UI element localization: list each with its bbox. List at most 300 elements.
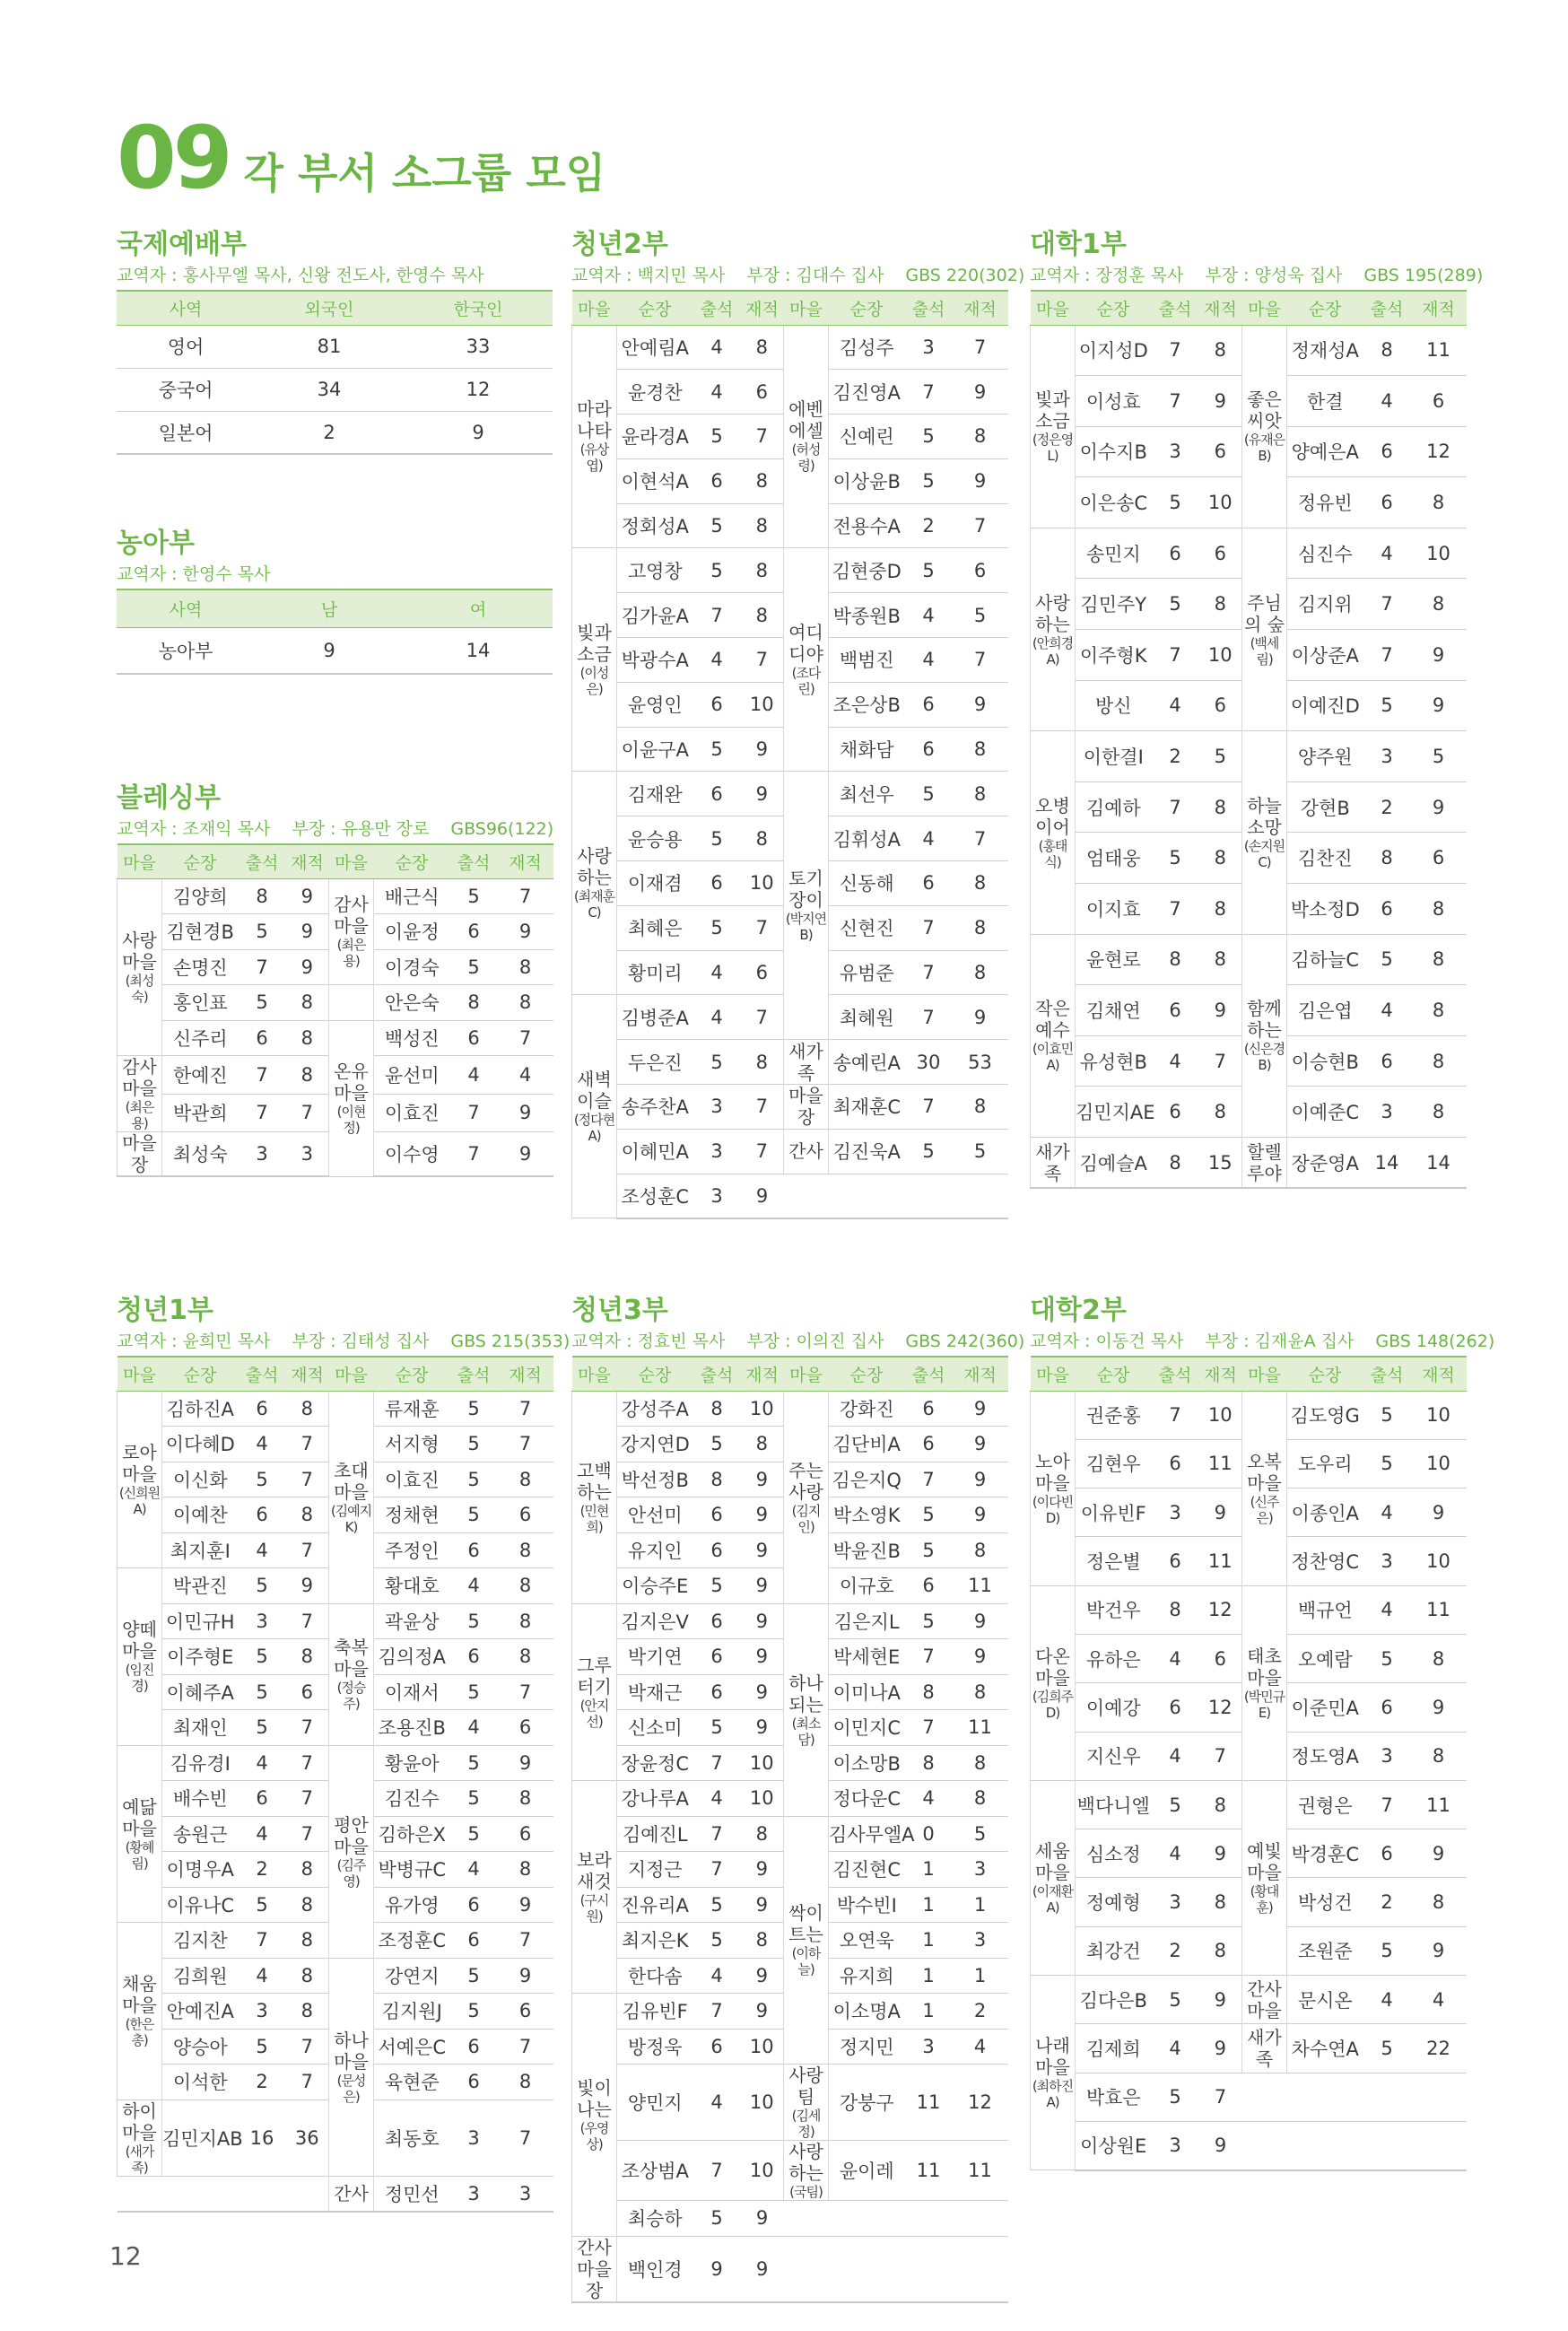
enrolled-cell: 8	[953, 1781, 1008, 1817]
empty-cell	[239, 2176, 286, 2212]
enrolled-cell: 8	[1199, 934, 1242, 985]
table-row	[1031, 2073, 1467, 2121]
attend-cell: 4	[693, 370, 741, 415]
enrolled-cell: 9	[741, 2236, 784, 2302]
leader-cell: 고영창	[617, 548, 693, 593]
attend-cell: 8	[239, 878, 286, 914]
farm-section	[117, 528, 553, 675]
leader-cell: 정채현	[374, 1497, 450, 1533]
table-row	[572, 2141, 1008, 2201]
village-name: 여디 디야	[788, 622, 823, 666]
table-row	[572, 2065, 1008, 2141]
leader-cell: 송예린A	[829, 1040, 905, 1085]
leader-cell: 지신우	[1076, 1732, 1152, 1780]
village-name: 노아 마을	[1035, 1450, 1070, 1494]
attend-cell: 5	[450, 1816, 498, 1852]
leader-cell: 김유경I	[162, 1745, 239, 1781]
leader-cell: 양예은A	[1287, 426, 1363, 477]
village-cell	[784, 325, 829, 548]
attend-cell: 4	[693, 325, 741, 370]
village-name: 보라 새것	[577, 1849, 612, 1892]
enrolled-cell: 8	[1199, 1087, 1242, 1138]
enrolled-cell: 10	[1199, 630, 1242, 681]
attend-cell: 5	[1363, 1391, 1411, 1439]
village-leader-note: (민현희)	[579, 1502, 609, 1535]
attend-cell: 6	[450, 1532, 498, 1568]
blessing-table	[117, 843, 553, 1177]
table-cell: 14	[404, 627, 553, 674]
enrolled-cell: 6	[498, 1816, 553, 1852]
village-leader-note: (우영상)	[579, 2119, 609, 2152]
enrolled-cell: 10	[741, 682, 784, 727]
col-village: 마을	[572, 1357, 617, 1391]
empty-cell	[829, 1174, 905, 1218]
village-name: 새가족	[1035, 1140, 1070, 1184]
attend-cell: 5	[693, 1710, 741, 1746]
enrolled-cell: 7	[498, 1923, 553, 1959]
leader-cell: 서예은C	[374, 2029, 450, 2065]
attend-cell: 1	[905, 1887, 953, 1923]
attend-cell: 3	[1363, 1087, 1411, 1138]
leader-cell: 양승아	[162, 2029, 239, 2065]
village-name: 마을장	[788, 1085, 823, 1129]
attend-cell: 6	[1363, 1829, 1411, 1878]
attend-cell: 5	[693, 503, 741, 548]
col-village: 마을	[1242, 291, 1287, 325]
college1-gbs: GBS 195(289)	[1363, 266, 1484, 285]
enrolled-cell: 6	[1199, 680, 1242, 731]
enrolled-cell: 8	[498, 1603, 553, 1639]
col-attend: 출석	[1152, 291, 1199, 325]
farm-table	[117, 589, 553, 675]
enrolled-cell: 7	[286, 1603, 329, 1639]
leader-cell: 정도영A	[1287, 1732, 1363, 1780]
col-village: 마을	[329, 844, 374, 878]
enrolled-cell: 9	[741, 1462, 784, 1497]
attend-cell: 5	[239, 1674, 286, 1710]
village-cell	[572, 995, 617, 1218]
enrolled-cell: 9	[741, 2201, 784, 2237]
enrolled-cell: 6	[498, 1710, 553, 1746]
attend-cell: 5	[905, 772, 953, 816]
leader-cell: 최지훈I	[162, 1532, 239, 1568]
attend-cell: 6	[239, 1497, 286, 1533]
attend-cell: 5	[450, 1745, 498, 1781]
enrolled-cell: 8	[953, 1674, 1008, 1710]
village-name: 양떼 마을	[122, 1619, 157, 1663]
enrolled-cell: 6	[741, 950, 784, 995]
attend-cell: 6	[693, 772, 741, 816]
enrolled-cell: 1	[953, 1887, 1008, 1923]
attend-cell: 8	[905, 1674, 953, 1710]
farm-col-ministry: 사역	[117, 589, 255, 627]
col-village: 마을	[784, 1357, 829, 1391]
enrolled-cell: 7	[498, 878, 553, 914]
enrolled-cell: 8	[286, 1056, 329, 1095]
enrolled-cell: 7	[498, 1020, 553, 1056]
table-cell: 일본어	[117, 411, 255, 454]
youth3-gbs: GBS 242(360)	[905, 1331, 1025, 1351]
village-cell	[784, 2065, 829, 2141]
leader-cell: 송원근	[162, 1816, 239, 1852]
leader-cell: 김하진A	[162, 1391, 239, 1427]
village-leader-note: (박지연B)	[785, 911, 827, 944]
enrolled-cell: 9	[1411, 781, 1467, 833]
college1-table	[1030, 290, 1467, 1189]
table-row	[1031, 325, 1467, 376]
village-leader-note: (김희주D)	[1032, 1688, 1074, 1721]
attend-cell: 8	[450, 985, 498, 1021]
village-leader-note: (최재훈C)	[573, 888, 615, 921]
enrolled-cell: 9	[1199, 376, 1242, 427]
leader-cell: 박윤진B	[829, 1532, 905, 1568]
attend-cell: 2	[1152, 1926, 1199, 1975]
village-name: 사랑팀	[788, 2065, 823, 2108]
village-leader-note: (국팀)	[789, 2184, 823, 2200]
col-enrolled: 재적	[1199, 1357, 1242, 1391]
col-attend: 출석	[450, 844, 498, 878]
attend-cell: 8	[693, 1391, 741, 1427]
empty-cell	[162, 2176, 239, 2212]
enrolled-cell: 8	[953, 861, 1008, 906]
enrolled-cell: 9	[953, 1639, 1008, 1675]
village-cell	[572, 1603, 617, 1781]
enrolled-cell: 8	[741, 1923, 784, 1959]
village-leader-note: (신희원A)	[118, 1484, 161, 1517]
leader-cell: 송민지	[1076, 528, 1152, 579]
table-row	[1031, 528, 1467, 579]
leader-cell: 최선우	[829, 772, 905, 816]
enrolled-cell: 8	[1199, 325, 1242, 376]
enrolled-cell: 8	[1411, 934, 1467, 985]
enrolled-cell: 9	[498, 1887, 553, 1923]
enrolled-cell: 8	[1411, 985, 1467, 1036]
attend-cell: 6	[1363, 477, 1411, 528]
leader-cell: 이주형E	[162, 1639, 239, 1675]
empty-cell	[784, 1174, 829, 1218]
table-row	[1031, 1391, 1467, 1439]
enrolled-cell: 10	[741, 1391, 784, 1427]
college2-meta	[1030, 1329, 1495, 1356]
leader-cell: 안예진A	[162, 1994, 239, 2030]
leader-cell: 강현B	[1287, 781, 1363, 833]
enrolled-cell: 8	[1199, 1926, 1242, 1975]
attend-cell: 3	[1152, 426, 1199, 477]
village-leader-note: (안희경A)	[1032, 634, 1074, 668]
leader-cell: 권준홍	[1076, 1391, 1152, 1439]
village-leader-note: (최은용)	[125, 1099, 154, 1131]
leader-cell: 신소미	[617, 1710, 693, 1746]
village-cell	[784, 548, 829, 772]
village-leader-note: (유상엽)	[579, 441, 609, 475]
village-cell	[1031, 1780, 1076, 1975]
enrolled-cell: 6	[741, 370, 784, 415]
village-name: 하나 마을	[334, 2029, 369, 2073]
enrolled-cell: 9	[953, 1603, 1008, 1639]
attend-cell: 4	[1152, 1829, 1199, 1878]
leader-cell: 두은진	[617, 1040, 693, 1085]
table-row	[118, 878, 553, 914]
enrolled-cell: 10	[1411, 1391, 1467, 1439]
attend-cell: 4	[693, 950, 741, 995]
attend-cell: 4	[239, 1958, 286, 1994]
village-cell	[118, 1132, 162, 1177]
table-row	[118, 1020, 553, 1056]
enrolled-cell: 8	[286, 1020, 329, 1056]
attend-cell: 4	[239, 1745, 286, 1781]
attend-cell: 4	[450, 1710, 498, 1746]
attend-cell: 6	[450, 2065, 498, 2100]
village-name: 간사마을장	[577, 2236, 612, 2301]
youth1-head: 부장 : 김태성 집사	[292, 1331, 430, 1351]
attend-cell: 3	[1152, 1489, 1199, 1537]
youth1-gbs: GBS 215(353)	[450, 1331, 571, 1351]
attend-cell: 5	[450, 1427, 498, 1462]
leader-cell: 한결	[1287, 376, 1363, 427]
village-name: 새벽 이슬	[577, 1069, 612, 1113]
attend-cell: 4	[239, 1816, 286, 1852]
attend-cell: 6	[693, 458, 741, 503]
enrolled-cell: 53	[953, 1040, 1008, 1085]
col-leader: 순장	[617, 1357, 693, 1391]
enrolled-cell: 8	[953, 1745, 1008, 1781]
village-cell	[118, 2100, 162, 2176]
youth2-section	[571, 229, 1025, 1219]
leader-cell: 정회성A	[617, 503, 693, 548]
attend-cell: 5	[239, 985, 286, 1021]
leader-cell: 조원준	[1287, 1926, 1363, 1975]
leader-cell: 백규언	[1287, 1585, 1363, 1634]
enrolled-cell: 6	[286, 1674, 329, 1710]
enrolled-cell: 7	[286, 1532, 329, 1568]
enrolled-cell: 8	[1411, 1087, 1467, 1138]
empty-cell	[1242, 2073, 1287, 2121]
empty-cell	[953, 2201, 1008, 2237]
enrolled-cell: 7	[1199, 2073, 1242, 2121]
enrolled-cell: 9	[741, 1710, 784, 1746]
table-row	[572, 1085, 1008, 1130]
village-name: 평안 마을	[334, 1813, 369, 1857]
leader-cell: 방신	[1076, 680, 1152, 731]
enrolled-cell: 9	[741, 1174, 784, 1218]
leader-cell: 백범진	[829, 638, 905, 683]
leader-cell: 이효진	[374, 1094, 450, 1132]
enrolled-cell: 8	[498, 1568, 553, 1604]
leader-cell: 이상윤B	[829, 458, 905, 503]
leader-cell: 심진수	[1287, 528, 1363, 579]
leader-cell: 김재완	[617, 772, 693, 816]
table-row	[1031, 1138, 1467, 1189]
village-name: 새가족	[1247, 2027, 1282, 2070]
leader-cell: 박소정D	[1287, 884, 1363, 935]
village-name: 작은 예수	[1035, 998, 1070, 1042]
leader-cell: 안은숙	[374, 985, 450, 1021]
attend-cell: 5	[1363, 1926, 1411, 1975]
attend-cell: 3	[239, 1132, 286, 1177]
table-row	[572, 1174, 1008, 1218]
enrolled-cell: 9	[953, 370, 1008, 415]
village-leader-note: (조다린)	[791, 665, 821, 698]
village-leader-note: (최성숙)	[125, 972, 154, 1005]
leader-cell: 김지은V	[617, 1603, 693, 1639]
college2-table	[1030, 1356, 1467, 2171]
village-cell	[329, 1745, 374, 1958]
enrolled-cell: 7	[498, 2100, 553, 2176]
youth1-meta	[117, 1329, 571, 1356]
enrolled-cell: 9	[953, 458, 1008, 503]
attend-cell: 5	[1152, 1976, 1199, 2024]
village-cell	[1031, 1585, 1076, 1780]
attend-cell: 6	[693, 1603, 741, 1639]
enrolled-cell: 8	[498, 949, 553, 985]
leader-cell: 김하늘C	[1287, 934, 1363, 985]
attend-cell: 7	[1363, 1780, 1411, 1829]
leader-cell: 홍인표	[162, 985, 239, 1021]
leader-cell: 박재근	[617, 1674, 693, 1710]
youth3-title: 청년3부	[571, 1295, 668, 1326]
village-name: 간사	[334, 2182, 369, 2204]
leader-cell: 배수빈	[162, 1781, 239, 1817]
farm-title: 농아부	[117, 528, 195, 559]
leader-cell: 김도영G	[1287, 1391, 1363, 1439]
attend-cell: 7	[239, 1923, 286, 1959]
col-leader: 순장	[162, 1357, 239, 1391]
village-name: 그루 터기	[577, 1654, 612, 1698]
attend-cell: 7	[1152, 884, 1199, 935]
village-leader-note: (박민규E)	[1243, 1688, 1285, 1721]
attend-cell: 7	[905, 1710, 953, 1746]
enrolled-cell: 9	[1199, 1829, 1242, 1878]
attend-cell: 7	[239, 1094, 286, 1132]
leader-cell: 유범준	[829, 950, 905, 995]
leader-cell: 이윤정	[374, 914, 450, 950]
village-name: 초대 마을	[334, 1459, 369, 1503]
village-cell	[118, 1568, 162, 1746]
empty-cell	[1363, 2073, 1411, 2121]
leader-cell: 박광수A	[617, 638, 693, 683]
leader-cell: 이수지B	[1076, 426, 1152, 477]
enrolled-cell: 8	[741, 1816, 784, 1852]
enrolled-cell: 8	[741, 325, 784, 370]
enrolled-cell: 8	[1199, 781, 1242, 833]
col-leader: 순장	[162, 844, 239, 878]
header-row	[572, 1357, 1008, 1391]
enrolled-cell: 10	[1199, 1391, 1242, 1439]
village-cell	[329, 2176, 374, 2212]
attend-cell: 6	[450, 1923, 498, 1959]
village-cell	[572, 772, 617, 995]
village-name: 태초 마을	[1247, 1645, 1282, 1689]
attend-cell: 5	[905, 1603, 953, 1639]
enrolled-cell: 7	[286, 2065, 329, 2100]
attend-cell: 6	[1363, 1683, 1411, 1732]
attend-cell: 6	[1363, 1035, 1411, 1087]
attend-cell: 7	[905, 950, 953, 995]
attend-cell: 7	[693, 1745, 741, 1781]
leader-cell: 방정욱	[617, 2029, 693, 2065]
enrolled-cell: 7	[741, 638, 784, 683]
attend-cell: 7	[905, 995, 953, 1040]
leader-cell: 김현우	[1076, 1439, 1152, 1488]
enrolled-cell: 6	[1199, 426, 1242, 477]
attend-cell: 3	[450, 2176, 498, 2212]
enrolled-cell: 8	[1199, 1878, 1242, 1926]
village-leader-note: (손지원C)	[1243, 837, 1285, 870]
attend-cell: 4	[905, 816, 953, 861]
leader-cell: 한다솜	[617, 1958, 693, 1994]
enrolled-cell: 12	[953, 2065, 1008, 2141]
attend-cell: 4	[1363, 985, 1411, 1036]
attend-cell: 4	[693, 995, 741, 1040]
attend-cell: 5	[239, 2029, 286, 2065]
enrolled-cell: 8	[741, 458, 784, 503]
enrolled-cell: 8	[286, 1887, 329, 1923]
leader-cell: 지정근	[617, 1852, 693, 1888]
leader-cell: 김채연	[1076, 985, 1152, 1036]
village-cell	[329, 1020, 374, 1176]
leader-cell: 안선미	[617, 1497, 693, 1533]
village-leader-note: (김예지K)	[330, 1502, 372, 1535]
leader-cell: 강나루A	[617, 1781, 693, 1817]
leader-cell: 도우리	[1287, 1439, 1363, 1488]
attend-cell: 6	[905, 861, 953, 906]
enrolled-cell: 7	[498, 1391, 553, 1427]
enrolled-cell: 11	[1199, 1439, 1242, 1488]
village-name: 하늘 소망	[1247, 794, 1282, 838]
col-enrolled: 재적	[953, 291, 1008, 325]
leader-cell: 이유빈F	[1076, 1489, 1152, 1537]
attend-cell: 4	[1152, 1732, 1199, 1780]
attend-cell: 7	[693, 593, 741, 638]
farm-col-male: 남	[255, 589, 404, 627]
attend-cell: 4	[1363, 1585, 1411, 1634]
attend-cell: 4	[239, 1427, 286, 1462]
village-cell	[118, 1745, 162, 1923]
attend-cell: 5	[693, 548, 741, 593]
village-name: 싹이 트는	[788, 1902, 823, 1946]
village-leader-note: (최은용)	[336, 937, 366, 970]
enrolled-cell: 8	[498, 1781, 553, 1817]
attend-cell: 4	[905, 638, 953, 683]
enrolled-cell: 4	[953, 2029, 1008, 2065]
enrolled-cell: 11	[953, 2141, 1008, 2201]
village-name: 예닮 마을	[122, 1795, 157, 1839]
leader-cell: 양민지	[617, 2065, 693, 2141]
enrolled-cell: 8	[286, 1994, 329, 2030]
enrolled-cell: 7	[741, 415, 784, 459]
village-leader-note: (정은영L)	[1032, 432, 1074, 465]
leader-cell: 류재훈	[374, 1391, 450, 1427]
enrolled-cell: 8	[741, 548, 784, 593]
table-row	[117, 368, 553, 411]
attend-cell: 7	[693, 1852, 741, 1888]
attend-cell: 5	[239, 1887, 286, 1923]
col-village: 마을	[118, 1357, 162, 1391]
attend-cell: 6	[1152, 985, 1199, 1036]
enrolled-cell: 8	[498, 2065, 553, 2100]
enrolled-cell: 10	[741, 2029, 784, 2065]
college1-title: 대학1부	[1030, 229, 1127, 260]
table-row	[572, 1040, 1008, 1085]
enrolled-cell: 9	[1199, 985, 1242, 1036]
leader-cell: 배근식	[374, 878, 450, 914]
leader-cell: 이지성D	[1076, 325, 1152, 376]
village-cell	[329, 1391, 374, 1603]
leader-cell: 이다혜D	[162, 1427, 239, 1462]
village-cell	[1031, 1391, 1076, 1585]
attend-cell: 2	[1363, 781, 1411, 833]
enrolled-cell: 7	[286, 1094, 329, 1132]
